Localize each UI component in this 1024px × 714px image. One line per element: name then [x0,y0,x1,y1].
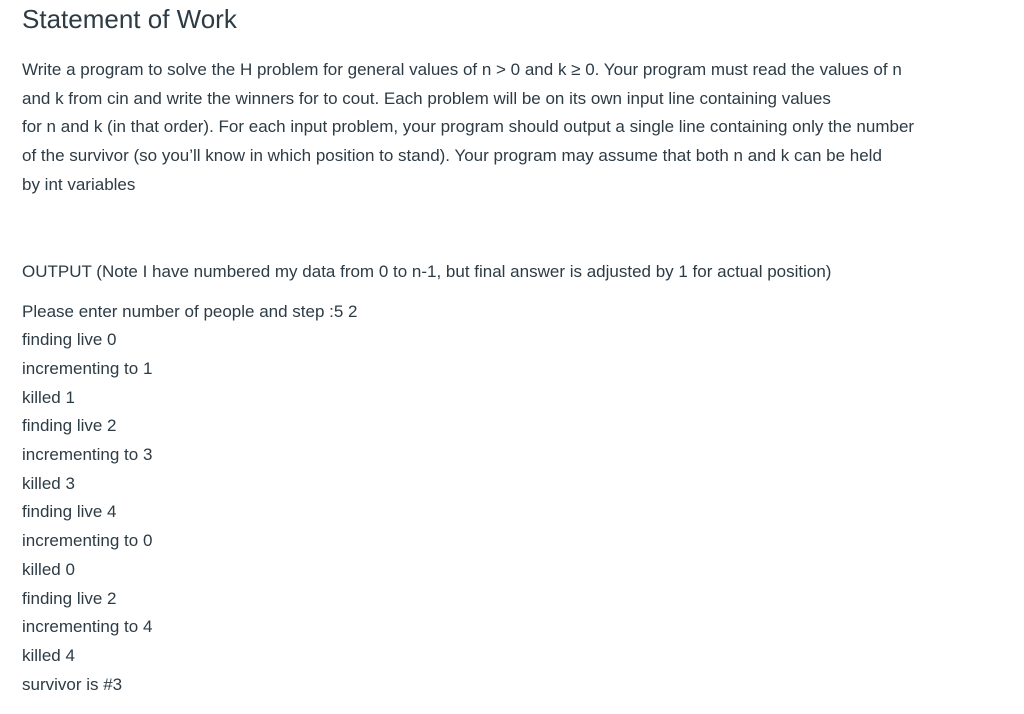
output-line: killed 3 [22,473,75,493]
output-line: finding live 0 [22,330,117,350]
output-line: finding live 2 [22,416,117,436]
page-title: Statement of Work [22,4,237,34]
output-line: killed 4 [22,645,75,665]
output-line: incrementing to 3 [22,445,153,465]
description-line: by int variables [22,174,136,194]
output-line: finding live 4 [22,502,117,522]
statement-of-work-section [22,0,1022,699]
output-line: finding live 2 [22,588,117,608]
output-line: incrementing to 0 [22,531,153,551]
description-line: and k from cin and write the winners for to cout. Each problem will be on its own input line containing values [22,88,831,108]
description-line: Write a program to solve the H problem for general values of n > 0 and k ≥ 0. Your program must read the values of n [22,60,902,79]
output-heading: OUTPUT (Note I have numbered my data from 0 to n-1, but final answer is adjusted by 1 for actual position) [22,261,832,281]
output-line: incrementing to 4 [22,617,153,637]
sample-output [22,298,1022,700]
output-line: Please enter number of people and step :5 2 [22,301,358,321]
description-line: of the survivor (so you’ll know in which position to stand). Your program may assume that both n and k can be held [22,146,882,166]
description-line: for n and k (in that order). For each input problem, your program should output a single line containing only the number [22,117,915,137]
output-line: survivor is #3 [22,674,123,694]
output-line: killed 0 [22,559,75,579]
output-line: incrementing to 1 [22,358,153,378]
output-line: killed 1 [22,387,75,407]
problem-description [22,56,1022,200]
